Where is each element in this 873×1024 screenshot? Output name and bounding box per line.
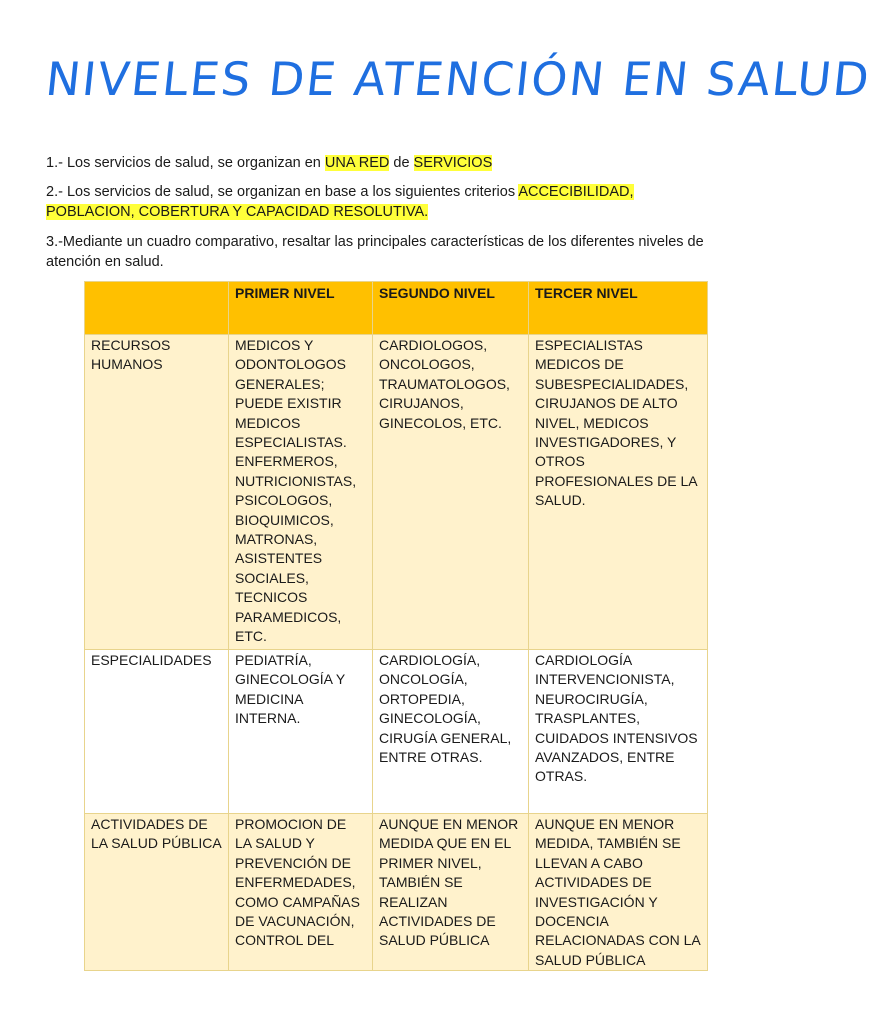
cell-primer-nivel: MEDICOS Y ODONTOLOGOS GENERALES; PUEDE EXISTIR MEDICOS ESPECIALISTAS. ENFERMEROS, NUTRICIONISTAS, PSICOLOGOS, BIOQUIMICOS, MATRONAS, ASISTENTES SOCIALES, TECNICOS PARAMEDICOS, ETC. — [229, 335, 373, 650]
highlight-servicios: SERVICIOS — [413, 155, 493, 171]
row-label-recursos-humanos: RECURSOS HUMANOS — [85, 335, 229, 650]
header-primer-nivel: PRIMER NIVEL — [229, 282, 373, 335]
table-row — [85, 814, 708, 971]
highlight-criterios: ACCECIBILIDAD, POBLACION, COBERTURA Y CAPACIDAD RESOLUTIVA. — [46, 184, 634, 220]
header-empty — [85, 282, 229, 335]
cell-tercer-nivel: ESPECIALISTAS MEDICOS DE SUBESPECIALIDADES, CIRUJANOS DE ALTO NIVEL, MEDICOS INVESTIGADORES, Y OTROS PROFESIONALES DE LA SALUD. — [529, 335, 708, 650]
cell-primer-nivel: PEDIATRÍA, GINECOLOGÍA Y MEDICINA INTERNA. — [229, 650, 373, 814]
table-row — [85, 335, 708, 650]
paragraph-2 — [46, 182, 722, 222]
cell-tercer-nivel: AUNQUE EN MENOR MEDIDA, TAMBIÉN SE LLEVAN A CABO ACTIVIDADES DE INVESTIGACIÓN Y DOCENCIA RELACIONADAS CON LA SALUD PÚBLICA — [529, 814, 708, 971]
paragraph-3: 3.-Mediante un cuadro comparativo, resaltar las principales características de los diferentes niveles de atención en salud. — [46, 234, 704, 270]
cell-segundo-nivel: AUNQUE EN MENOR MEDIDA QUE EN EL PRIMER NIVEL, TAMBIÉN SE REALIZAN ACTIVIDADES DE SALUD PÚBLICA — [373, 814, 529, 971]
paragraph-2-text: 2.- Los servicios de salud, se organizan en base a los siguientes criterios — [46, 184, 519, 200]
cell-primer-nivel: PROMOCION DE LA SALUD Y PREVENCIÓN DE ENFERMEDADES, COMO CAMPAÑAS DE VACUNACIÓN, CONTROL DEL — [229, 814, 373, 971]
cell-segundo-nivel: CARDIOLOGÍA, ONCOLOGÍA, ORTOPEDIA, GINECOLOGÍA, CIRUGÍA GENERAL, ENTRE OTRAS. — [373, 650, 529, 814]
row-label-actividades-salud-publica: ACTIVIDADES DE LA SALUD PÚBLICA — [85, 814, 229, 971]
cell-tercer-nivel: CARDIOLOGÍA INTERVENCIONISTA, NEUROCIRUGÍA, TRASPLANTES, CUIDADOS INTENSIVOS AVANZADOS, ENTRE OTRAS. — [529, 650, 708, 814]
cell-segundo-nivel: CARDIOLOGOS, ONCOLOGOS, TRAUMATOLOGOS, CIRUJANOS, GINECOLOS, ETC. — [373, 335, 529, 650]
table-header-row — [85, 282, 708, 335]
highlight-una-red: UNA RED — [324, 155, 390, 171]
paragraph-1-text: 1.- Los servicios de salud, se organizan en — [46, 155, 325, 171]
comparison-table — [84, 281, 708, 971]
table-row — [85, 650, 708, 814]
page-title: NIVELES DE ATENCIÓN EN SALUD — [43, 52, 873, 106]
paragraph-1-connector: de — [389, 155, 414, 171]
row-label-especialidades: ESPECIALIDADES — [85, 650, 229, 814]
header-tercer-nivel: TERCER NIVEL — [529, 282, 708, 335]
paragraph-1 — [46, 153, 722, 173]
header-segundo-nivel: SEGUNDO NIVEL — [373, 282, 529, 335]
